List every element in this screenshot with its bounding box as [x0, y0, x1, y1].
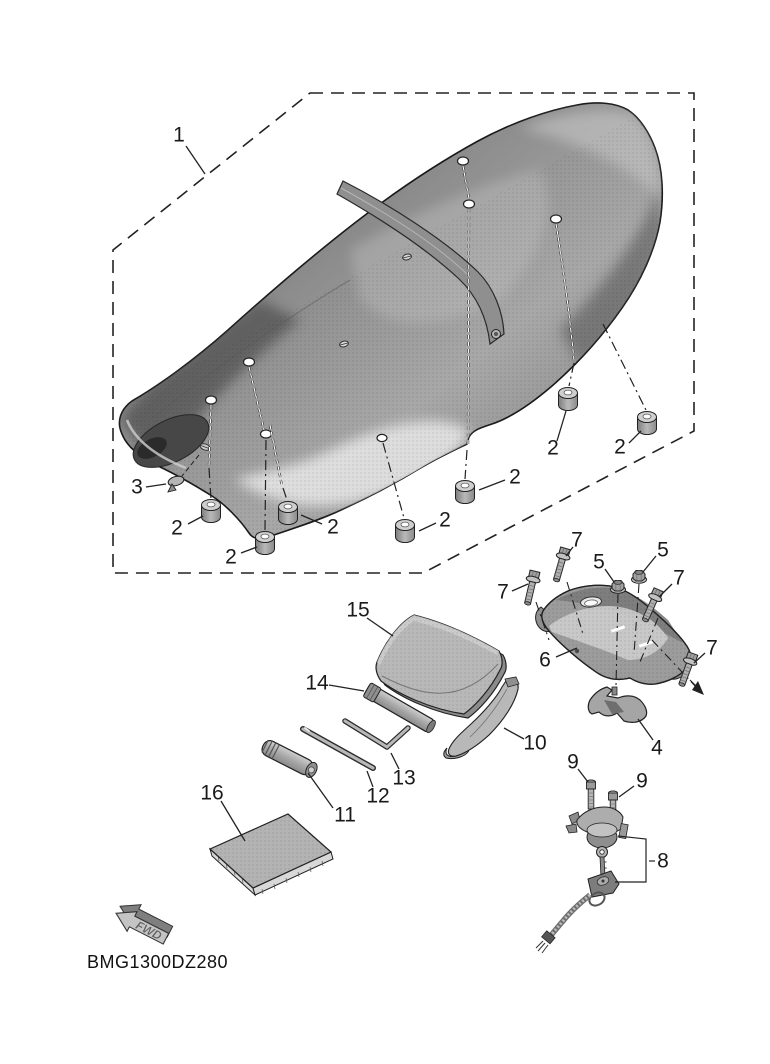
lock-cable — [536, 895, 590, 953]
callout-13: 13 — [392, 766, 416, 790]
callout-15: 15 — [346, 598, 370, 622]
latch-bracket — [588, 687, 646, 722]
callout-4: 4 — [651, 736, 663, 760]
screwdriver — [260, 738, 320, 779]
seat-illustration — [119, 100, 664, 540]
callout-2: 2 — [327, 515, 339, 539]
callout-7: 7 — [706, 636, 718, 660]
callout-7: 7 — [571, 528, 583, 552]
callout-9: 9 — [636, 769, 648, 793]
callout-7: 7 — [673, 566, 685, 590]
callout-2: 2 — [171, 516, 183, 540]
flange-nuts — [611, 570, 647, 593]
callout-2: 2 — [614, 435, 626, 459]
callout-5: 5 — [657, 538, 669, 562]
part-code: BMG1300DZ280 — [87, 952, 229, 972]
callout-12: 12 — [366, 784, 390, 808]
callout-8: 8 — [657, 849, 669, 873]
callout8-bracket — [615, 836, 655, 882]
seat-lock-assembly — [536, 780, 655, 953]
callout-2: 2 — [439, 508, 451, 532]
callout-1: 1 — [173, 123, 185, 147]
fwd-arrow — [111, 896, 175, 948]
callout-10: 10 — [523, 731, 547, 755]
callout-5: 5 — [593, 550, 605, 574]
callout-2: 2 — [509, 465, 521, 489]
callout-6: 6 — [539, 648, 551, 672]
fwd-arrow-label: FWD — [133, 918, 165, 943]
callout-3: 3 — [131, 475, 143, 499]
cover-bracket — [536, 585, 691, 684]
hex-wrench — [345, 721, 408, 747]
callout-16: 16 — [200, 781, 224, 805]
callout-7: 7 — [497, 580, 509, 604]
callout-2: 2 — [547, 436, 559, 460]
owners-manual — [210, 814, 333, 895]
callout-11: 11 — [334, 803, 356, 827]
lock-cylinder — [587, 871, 619, 908]
callout-14: 14 — [305, 671, 329, 695]
callout-9: 9 — [567, 750, 579, 774]
callout-2: 2 — [225, 545, 237, 569]
